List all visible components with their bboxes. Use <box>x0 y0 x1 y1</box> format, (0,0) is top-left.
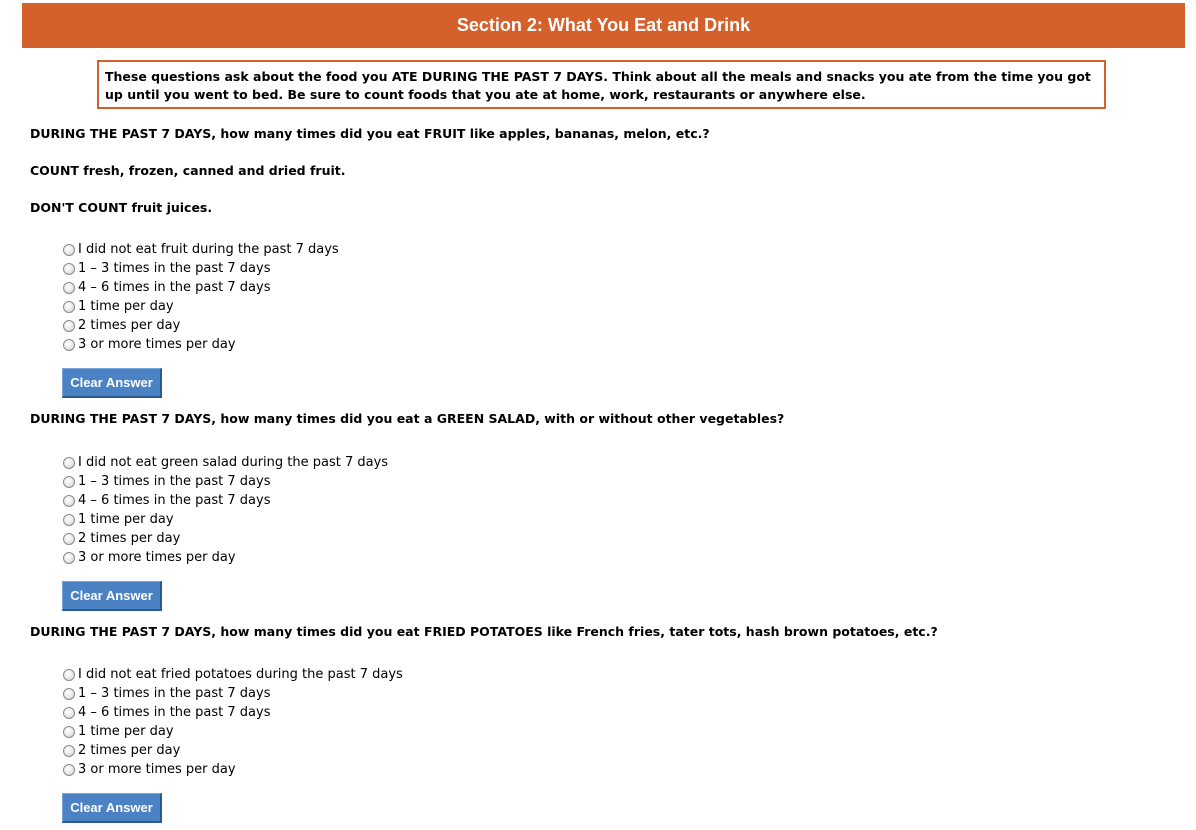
question-salad-text: DURING THE PAST 7 DAYS, how many times did you eat a GREEN SALAD, with or without other vegetables? <box>30 411 785 426</box>
radio-button[interactable] <box>63 745 75 757</box>
option-label: 4 – 6 times in the past 7 days <box>78 280 271 295</box>
option-label: I did not eat fried potatoes during the past 7 days <box>78 667 403 682</box>
radio-button[interactable] <box>63 301 75 313</box>
option-label: I did not eat fruit during the past 7 days <box>78 242 339 257</box>
option-fruit-3-plus-per-day[interactable] <box>63 335 339 354</box>
option-label: 2 times per day <box>78 743 181 758</box>
option-label: I did not eat green salad during the past 7 days <box>78 455 389 470</box>
option-label: 1 time per day <box>78 299 174 314</box>
option-salad-4-6[interactable] <box>63 491 388 510</box>
option-salad-1-per-day[interactable] <box>63 510 388 529</box>
option-label: 1 – 3 times in the past 7 days <box>78 261 271 276</box>
radio-button[interactable] <box>63 764 75 776</box>
option-potatoes-1-per-day[interactable] <box>63 722 403 741</box>
option-label: 3 or more times per day <box>78 762 236 777</box>
radio-button[interactable] <box>63 282 75 294</box>
radio-button[interactable] <box>63 552 75 564</box>
clear-answer-button-potatoes[interactable]: Clear Answer <box>62 793 162 823</box>
option-label: 1 time per day <box>78 512 174 527</box>
section-title: Section 2: What You Eat and Drink <box>22 3 1185 48</box>
option-label: 3 or more times per day <box>78 337 236 352</box>
option-potatoes-1-3[interactable] <box>63 684 403 703</box>
clear-answer-button-fruit[interactable]: Clear Answer <box>62 368 162 398</box>
option-potatoes-2-per-day[interactable] <box>63 741 403 760</box>
option-fruit-4-6[interactable] <box>63 278 339 297</box>
radio-button[interactable] <box>63 533 75 545</box>
option-potatoes-4-6[interactable] <box>63 703 403 722</box>
option-fruit-1-3[interactable] <box>63 259 339 278</box>
radio-button[interactable] <box>63 707 75 719</box>
radio-button[interactable] <box>63 688 75 700</box>
intro-box: These questions ask about the food you ATE DURING THE PAST 7 DAYS. Think about all the meals and snacks you ate from the time you got up until you went to bed. Be sure to count foods that you ate at home, work, restaurants or anywhere else. <box>97 60 1106 109</box>
radio-button[interactable] <box>63 476 75 488</box>
option-salad-3-plus-per-day[interactable] <box>63 548 388 567</box>
option-potatoes-3-plus-per-day[interactable] <box>63 760 403 779</box>
option-potatoes-none[interactable] <box>63 665 403 684</box>
option-salad-none[interactable] <box>63 453 388 472</box>
option-salad-2-per-day[interactable] <box>63 529 388 548</box>
question-fruit-text: DURING THE PAST 7 DAYS, how many times did you eat FRUIT like apples, bananas, melon, etc.? <box>30 126 710 141</box>
option-salad-1-3[interactable] <box>63 472 388 491</box>
option-fruit-none[interactable] <box>63 240 339 259</box>
option-fruit-1-per-day[interactable] <box>63 297 339 316</box>
option-fruit-2-per-day[interactable] <box>63 316 339 335</box>
question-fruit-note-count: COUNT fresh, frozen, canned and dried fruit. <box>30 163 346 178</box>
question-potatoes-text: DURING THE PAST 7 DAYS, how many times did you eat FRIED POTATOES like French fries, tater tots, hash brown potatoes, etc.? <box>30 624 938 639</box>
radio-button[interactable] <box>63 457 75 469</box>
option-label: 3 or more times per day <box>78 550 236 565</box>
option-label: 1 time per day <box>78 724 174 739</box>
radio-button[interactable] <box>63 726 75 738</box>
option-label: 1 – 3 times in the past 7 days <box>78 474 271 489</box>
question-fruit-note-dont-count: DON'T COUNT fruit juices. <box>30 200 213 215</box>
option-label: 4 – 6 times in the past 7 days <box>78 705 271 720</box>
question-fruit-options <box>63 240 339 354</box>
radio-button[interactable] <box>63 669 75 681</box>
radio-button[interactable] <box>63 320 75 332</box>
radio-button[interactable] <box>63 263 75 275</box>
radio-button[interactable] <box>63 244 75 256</box>
question-potatoes-options <box>63 665 403 779</box>
clear-answer-button-salad[interactable]: Clear Answer <box>62 581 162 611</box>
radio-button[interactable] <box>63 339 75 351</box>
option-label: 4 – 6 times in the past 7 days <box>78 493 271 508</box>
question-salad-options <box>63 453 388 567</box>
option-label: 1 – 3 times in the past 7 days <box>78 686 271 701</box>
radio-button[interactable] <box>63 495 75 507</box>
option-label: 2 times per day <box>78 318 181 333</box>
option-label: 2 times per day <box>78 531 181 546</box>
radio-button[interactable] <box>63 514 75 526</box>
